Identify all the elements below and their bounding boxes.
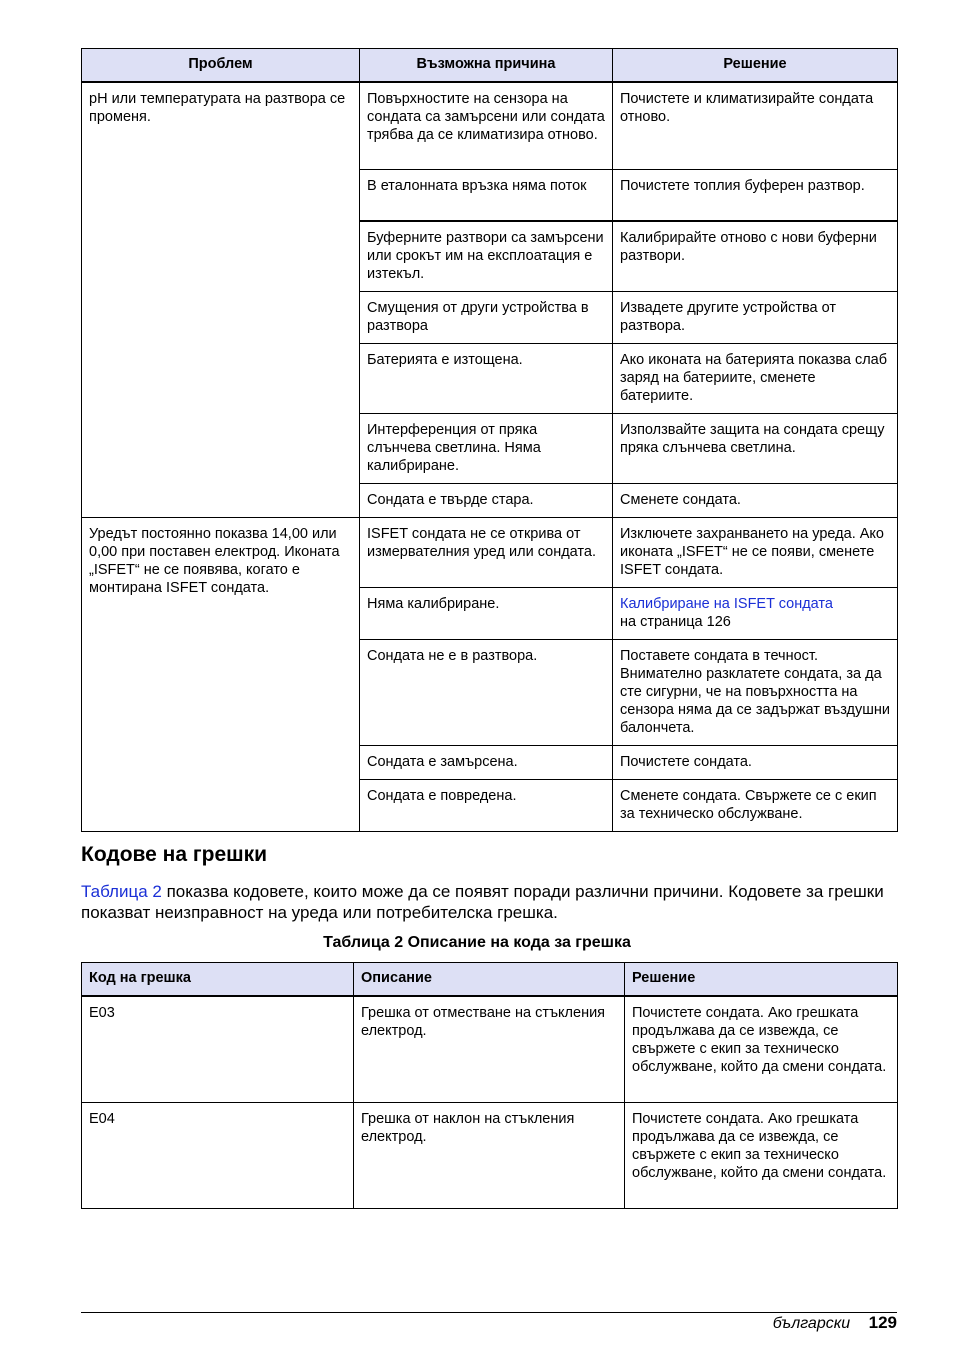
cause-cell: Буферните разтвори са замърсени или срокът им на експлоатация е изтекъл. bbox=[360, 221, 613, 292]
solution-cell: Сменете сондата. Свържете се с екип за техническо обслужване. bbox=[613, 780, 898, 832]
solution-cell: Извадете другите устройства от разтвора. bbox=[613, 292, 898, 344]
column-header-cause: Възможна причина bbox=[360, 49, 613, 83]
page-reference: на страница 126 bbox=[620, 614, 731, 630]
table-header-row bbox=[82, 963, 898, 997]
cause-cell: Интерференция от пряка слънчева светлина. Няма калибриране. bbox=[360, 414, 613, 484]
solution-cell: Ако иконата на батерията показва слаб заряд на батериите, сменете батериите. bbox=[613, 344, 898, 414]
cause-cell: Сондата е твърде стара. bbox=[360, 484, 613, 518]
solution-cell: Сменете сондата. bbox=[613, 484, 898, 518]
table-row bbox=[82, 1103, 898, 1209]
cause-cell: Няма калибриране. bbox=[360, 588, 613, 640]
section-paragraph bbox=[81, 881, 901, 923]
calibration-link[interactable]: Калибриране на ISFET сондата bbox=[620, 596, 833, 612]
column-header-solution: Решение bbox=[625, 963, 898, 997]
page-number: 129 bbox=[868, 1313, 897, 1332]
cause-cell: В еталонната връзка няма поток bbox=[360, 170, 613, 222]
error-codes-table bbox=[81, 962, 898, 1209]
column-header-problem: Проблем bbox=[82, 49, 360, 83]
page-footer bbox=[773, 1313, 897, 1333]
table-2-link[interactable]: Таблица 2 bbox=[81, 882, 162, 901]
solution-cell: Поставете сондата в течност. Внимателно разклатете сондата, за да сте сигурни, че на повърхността на сензора няма да се задържат въздушни балончета. bbox=[613, 640, 898, 746]
solution-cell: Почистете и климатизирайте сондата отново. bbox=[613, 82, 898, 170]
description-cell: Грешка от отместване на стъкления електрод. bbox=[354, 996, 625, 1103]
solution-cell bbox=[613, 588, 898, 640]
cause-cell: Сондата е замърсена. bbox=[360, 746, 613, 780]
section-title: Кодове на грешки bbox=[81, 843, 268, 866]
table-row bbox=[82, 996, 898, 1103]
cause-cell: Смущения от други устройства в разтвора bbox=[360, 292, 613, 344]
cause-cell: Сондата не е в разтвора. bbox=[360, 640, 613, 746]
solution-cell: Калибрирайте отново с нови буферни разтвори. bbox=[613, 221, 898, 292]
column-header-code: Код на грешка bbox=[82, 963, 354, 997]
column-header-description: Описание bbox=[354, 963, 625, 997]
paragraph-text: показва кодовете, които може да се появят поради различни причини. Кодовете за грешки показват неизправност на уреда или потребителска грешка. bbox=[81, 882, 884, 922]
table-caption: Таблица 2 Описание на кода за грешка bbox=[323, 934, 631, 951]
cause-cell: Повърхностите на сензора на сондата са замърсени или сондата трябва да се климатизира отново. bbox=[360, 82, 613, 170]
table-row bbox=[82, 82, 898, 170]
solution-cell: Почистете сондата. bbox=[613, 746, 898, 780]
cause-cell: ISFET сондата не се открива от измервателния уред или сондата. bbox=[360, 518, 613, 588]
problem-cell: Уредът постоянно показва 14,00 или 0,00 при поставен електрод. Иконата „ISFET“ не се появява, когато е монтирана ISFET сондата. bbox=[82, 518, 360, 832]
solution-cell: Почистете топлия буферен разтвор. bbox=[613, 170, 898, 222]
table-header-row bbox=[82, 49, 898, 83]
cause-cell: Сондата е повредена. bbox=[360, 780, 613, 832]
error-code-cell: E03 bbox=[82, 996, 354, 1103]
error-code-cell: E04 bbox=[82, 1103, 354, 1209]
description-cell: Грешка от наклон на стъкления електрод. bbox=[354, 1103, 625, 1209]
solution-cell: Изключете захранването на уреда. Ако иконата „ISFET“ не се появи, сменете ISFET сондата. bbox=[613, 518, 898, 588]
cause-cell: Батерията е изтощена. bbox=[360, 344, 613, 414]
solution-cell: Използвайте защита на сондата срещу пряка слънчева светлина. bbox=[613, 414, 898, 484]
problem-cell: pH или температурата на разтвора се променя. bbox=[82, 82, 360, 518]
solution-cell: Почистете сондата. Ако грешката продължава да се извежда, се свържете с екип за техническо обслужване, който да смени сондата. bbox=[625, 996, 898, 1103]
footer-language: български bbox=[772, 1315, 851, 1332]
table-row bbox=[82, 518, 898, 588]
solution-cell: Почистете сондата. Ако грешката продължава да се извежда, се свържете с екип за техническо обслужване, който да смени сондата. bbox=[625, 1103, 898, 1209]
troubleshooting-table bbox=[81, 48, 898, 832]
column-header-solution: Решение bbox=[613, 49, 898, 83]
